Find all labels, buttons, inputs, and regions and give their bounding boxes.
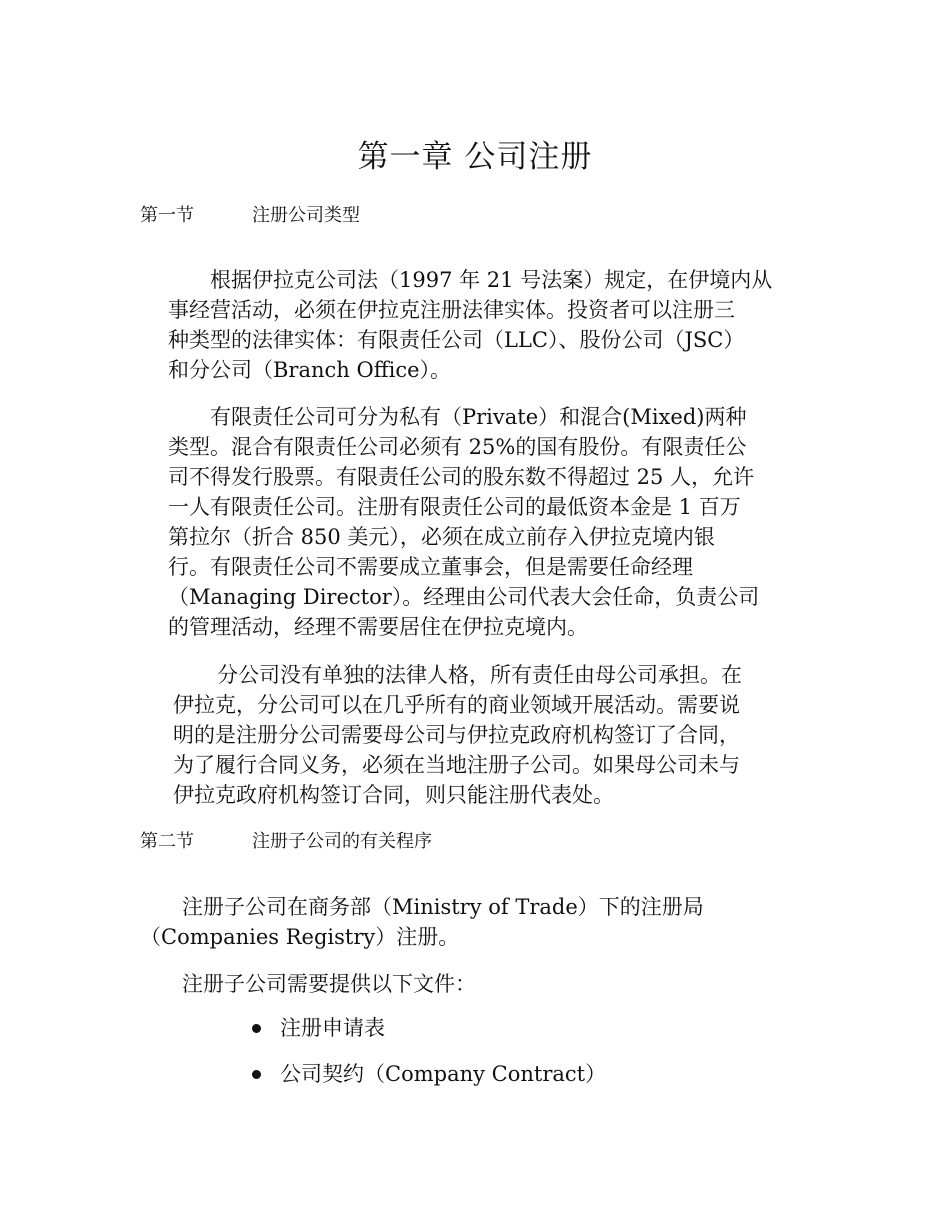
text-line: （Companies Registry）注册。 <box>140 925 460 949</box>
section-title: 注册子公司的有关程序 <box>252 831 432 852</box>
list-item-text: 注册申请表 <box>280 1016 385 1040</box>
bullet-dot-icon <box>252 1070 261 1079</box>
list-item <box>250 1013 606 1059</box>
list-item <box>250 1059 606 1105</box>
chapter-title: 第一章 公司注册 <box>357 139 593 175</box>
text-line: 事经营活动，必须在伊拉克注册法律实体。投资者可以注册三 <box>168 298 735 322</box>
text-line: 注册子公司在商务部（Ministry of Trade）下的注册局 <box>182 895 704 919</box>
section-heading-1 <box>140 203 360 229</box>
text-line: 第拉尔（折合 850 美元），必须在成立前存入伊拉克境内银 <box>168 525 715 549</box>
text-line: 司不得发行股票。有限责任公司的股东数不得超过 25 人，允许 <box>168 465 755 489</box>
text-line: 注册子公司需要提供以下文件： <box>182 972 476 996</box>
text-line: 的管理活动，经理不需要居住在伊拉克境内。 <box>168 615 588 639</box>
text-line: 行。有限责任公司不需要成立董事会，但是需要任命经理 <box>168 555 693 579</box>
text-line: 为了履行合同义务，必须在当地注册子公司。如果母公司未与 <box>173 753 740 777</box>
list-item-text: 公司契约（Company Contract） <box>280 1062 607 1086</box>
section-title: 注册公司类型 <box>252 205 360 226</box>
text-line: 和分公司（Branch Office）。 <box>168 358 452 382</box>
section-heading-2 <box>140 829 432 855</box>
section-number: 第二节 <box>140 831 194 852</box>
text-line: 根据伊拉克公司法（1997 年 21 号法案）规定，在伊境内从 <box>210 268 773 292</box>
text-line: 有限责任公司可分为私有（Private）和混合(Mixed)两种 <box>210 405 747 429</box>
paragraph <box>173 660 742 810</box>
text-line: （Managing Director）。经理由公司代表大会任命，负责公司 <box>168 585 760 609</box>
paragraph <box>140 892 704 952</box>
bullet-dot-icon <box>252 1024 261 1033</box>
bullet-list <box>250 1013 606 1105</box>
text-line: 一人有限责任公司。注册有限责任公司的最低资本金是 1 百万 <box>168 495 741 519</box>
text-line: 明的是注册分公司需要母公司与伊拉克政府机构签订了合同， <box>173 723 740 747</box>
text-line: 伊拉克政府机构签订合同，则只能注册代表处。 <box>173 783 614 807</box>
text-line: 类型。混合有限责任公司必须有 25%的国有股份。有限责任公 <box>168 435 747 459</box>
text-line: 伊拉克，分公司可以在几乎所有的商业领域开展活动。需要说 <box>173 693 740 717</box>
paragraph <box>168 402 759 642</box>
paragraph <box>182 969 476 999</box>
text-line: 种类型的法律实体：有限责任公司（LLC）、股份公司（JSC） <box>168 328 745 352</box>
section-number: 第一节 <box>140 205 194 226</box>
paragraph <box>168 265 772 385</box>
text-line: 分公司没有单独的法律人格，所有责任由母公司承担。在 <box>217 663 742 687</box>
